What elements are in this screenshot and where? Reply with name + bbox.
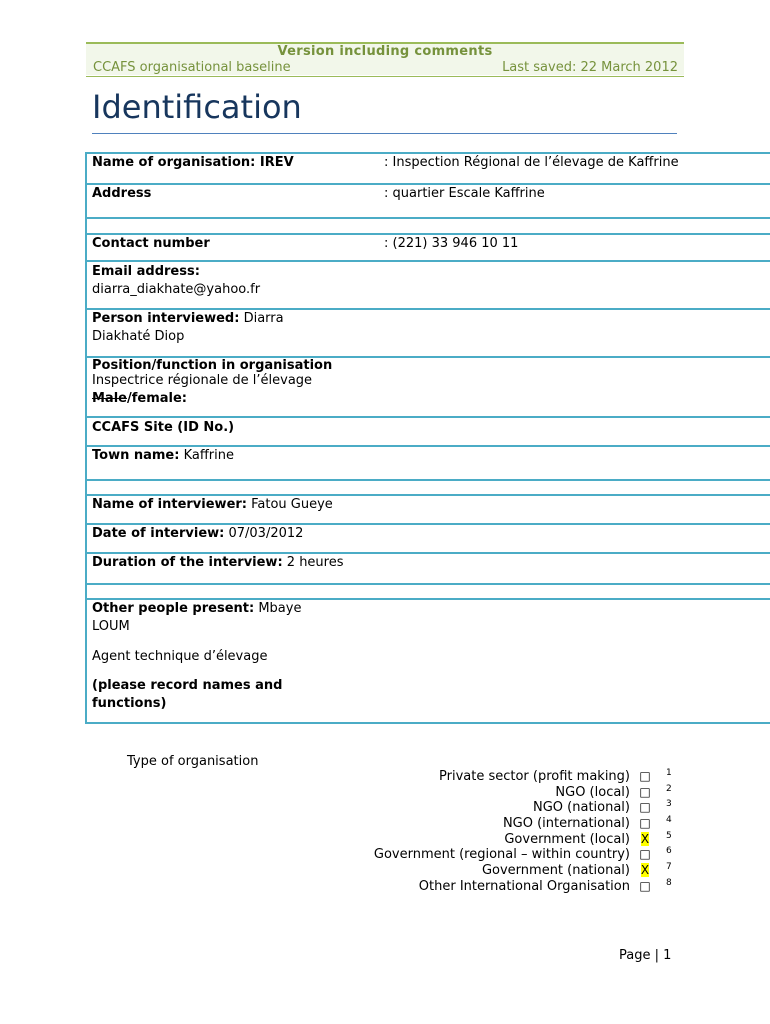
option-code: 1 — [666, 768, 672, 778]
duration-value: 2 heures — [282, 555, 344, 570]
others-value: Mbaye — [254, 601, 302, 616]
checkbox-mark: □ — [639, 816, 651, 831]
position-label: Position/function in organisation — [92, 358, 333, 373]
town-field — [92, 447, 234, 465]
table-rule — [85, 479, 770, 481]
table-rule — [85, 583, 770, 585]
title-underline — [92, 133, 677, 134]
contact-label: Contact number — [92, 236, 210, 251]
checkbox[interactable] — [638, 879, 652, 895]
option-code: 3 — [666, 799, 672, 810]
others-value-cont: LOUM — [92, 619, 130, 634]
female-label: /female: — [126, 391, 187, 406]
org-type-label: Type of organisation — [127, 754, 259, 769]
table-rule — [85, 260, 770, 262]
option-code: 5 — [666, 830, 672, 841]
person-interviewed — [92, 310, 284, 328]
record-note-2: functions) — [92, 696, 167, 711]
option-code: 6 — [666, 846, 672, 857]
checkbox-mark: X — [640, 831, 650, 846]
interviewer-field — [92, 496, 333, 514]
checkbox-mark: □ — [639, 769, 651, 783]
email-label: Email address: — [92, 264, 200, 279]
table-rule — [85, 722, 770, 724]
option-code: 4 — [666, 815, 672, 826]
org-type-list — [300, 769, 630, 895]
page-title: Identification — [92, 88, 302, 126]
others-function: Agent technique d’élevage — [92, 649, 268, 664]
org-name-value: : Inspection Régional de l’élevage de Kaffrine — [384, 155, 679, 170]
date-value: 07/03/2012 — [224, 526, 304, 541]
town-value: Kaffrine — [179, 448, 234, 463]
org-type-option: NGO (national) — [533, 800, 630, 816]
person-value-cont: Diakhaté Diop — [92, 329, 185, 344]
duration-field — [92, 554, 344, 572]
person-label: Person interviewed: — [92, 311, 240, 326]
org-name-label: Name of organisation: IREV — [92, 155, 294, 170]
option-code: 2 — [666, 783, 672, 794]
org-type-checkboxes — [638, 769, 652, 895]
address-value: : quartier Escale Kaffrine — [384, 186, 545, 201]
org-type-option: NGO (local) — [555, 784, 630, 800]
interviewer-value: Fatou Gueye — [247, 497, 333, 512]
address-label: Address — [92, 186, 152, 201]
person-value: Diarra — [239, 311, 284, 326]
checkbox[interactable] — [638, 769, 652, 785]
table-rule — [85, 217, 770, 219]
email-value: diarra_diakhate@yahoo.fr — [92, 282, 261, 297]
page-number: Page | 1 — [619, 948, 672, 963]
org-type-option: Government (local) — [504, 831, 630, 847]
checkbox[interactable] — [638, 785, 652, 801]
others-label: Other people present: — [92, 601, 255, 616]
option-code: 7 — [666, 862, 672, 873]
sex-field — [92, 390, 187, 408]
interviewer-label: Name of interviewer: — [92, 497, 247, 512]
town-label: Town name: — [92, 448, 180, 463]
org-type-option: Other International Organisation — [418, 878, 630, 894]
contact-value: : (221) 33 946 10 11 — [384, 236, 519, 251]
position-value: Inspectrice régionale de l’élevage — [92, 373, 313, 388]
header-last-saved: Last saved: 22 March 2012 — [502, 60, 678, 75]
record-note-1: (please record names and — [92, 678, 283, 693]
header-banner: Version including comments — [277, 44, 493, 59]
org-type-codes — [666, 766, 680, 892]
org-type-option: Private sector (profit making) — [439, 769, 630, 784]
table-left-border — [85, 152, 87, 724]
checkbox[interactable] — [638, 847, 652, 863]
header-bottom-rule — [86, 76, 684, 77]
org-type-option: Government (national) — [481, 863, 630, 879]
checkbox-mark: □ — [639, 878, 651, 893]
checkbox-checked[interactable] — [638, 863, 652, 879]
org-type-option: NGO (international) — [502, 816, 630, 832]
checkbox-mark: □ — [639, 800, 651, 815]
checkbox-mark: □ — [639, 847, 651, 862]
checkbox[interactable] — [638, 800, 652, 816]
date-label: Date of interview: — [92, 526, 225, 541]
option-code: 8 — [666, 877, 672, 888]
male-label: Male — [92, 391, 127, 406]
checkbox[interactable] — [638, 816, 652, 832]
site-label: CCAFS Site (ID No.) — [92, 420, 235, 435]
checkbox-checked[interactable] — [638, 832, 652, 848]
checkbox-mark: □ — [639, 784, 651, 799]
table-rule — [85, 416, 770, 418]
duration-label: Duration of the interview: — [92, 555, 283, 570]
date-field — [92, 525, 303, 543]
others-field — [92, 600, 301, 618]
org-type-option: Government (regional – within country) — [373, 847, 630, 863]
header-doc-name: CCAFS organisational baseline — [93, 60, 291, 75]
checkbox-mark: X — [640, 863, 650, 878]
